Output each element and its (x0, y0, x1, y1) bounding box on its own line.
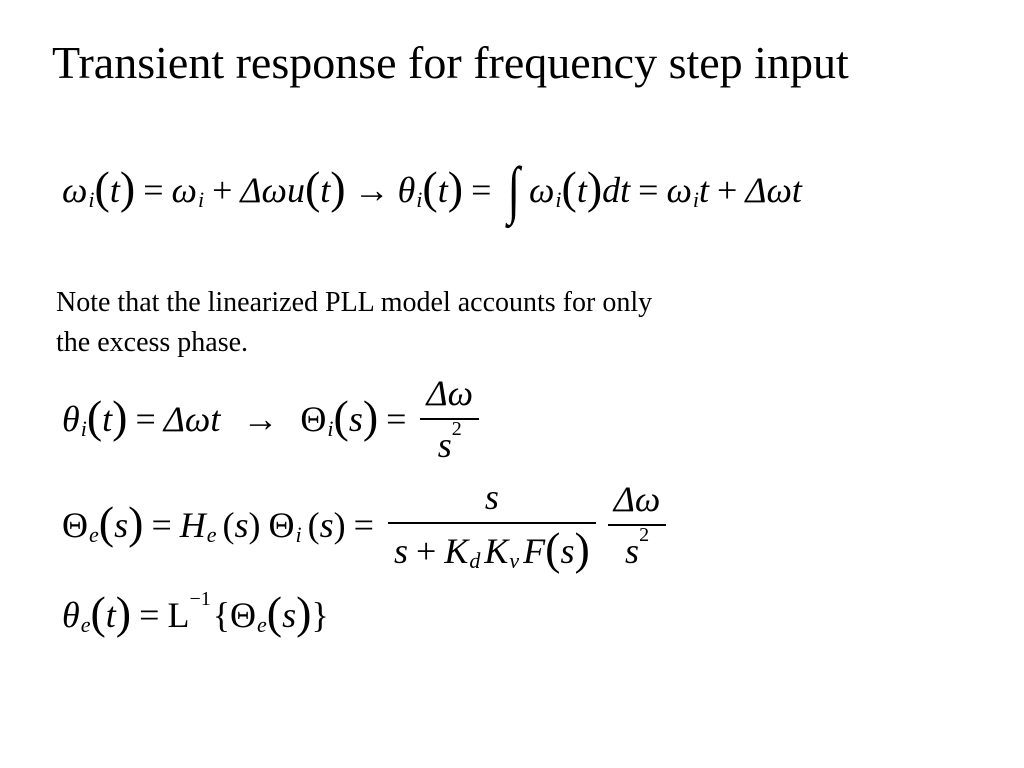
subscript-i: i (295, 522, 302, 547)
exponent-minus-1: −1 (189, 587, 211, 610)
fraction-denominator (432, 417, 468, 466)
paren-close: ) (128, 497, 144, 548)
note-line-1: Note that the linearized PLL model accounts for only (56, 287, 653, 318)
paren-close: ) (112, 391, 128, 442)
fraction-bar (420, 418, 479, 420)
equals-sign: = (638, 170, 659, 210)
Theta-symbol: Θ (268, 505, 295, 545)
var-t: t (791, 170, 802, 210)
subscript-i: i (197, 187, 205, 212)
var-s: s (114, 505, 129, 545)
equals-sign: = (471, 170, 492, 210)
subscript-i: i (88, 187, 95, 212)
equation-input-phase-laplace (62, 372, 485, 466)
var-t: t (109, 170, 120, 210)
paren-open: ( (86, 391, 103, 442)
paren-open: ( (545, 523, 561, 574)
paren-open: ( (90, 587, 106, 638)
fraction-bar (388, 522, 596, 524)
paren-open: ( (422, 162, 438, 213)
K-symbol: K (444, 531, 469, 571)
paren-open: ( (307, 505, 320, 545)
var-s: s (560, 531, 575, 571)
fraction-numerator (608, 478, 667, 520)
omega-symbol: ω (62, 170, 88, 210)
fraction-numerator (420, 372, 479, 414)
paren-close: ) (119, 162, 136, 213)
theta-symbol: θ (62, 399, 80, 439)
integral-sign: ∫ (508, 154, 521, 225)
slide-title: Transient response for frequency step input (52, 37, 849, 88)
fraction-delta-omega-over-s2 (420, 372, 479, 466)
subscript-i: i (692, 187, 700, 212)
delta-omega-t: Δωt (163, 399, 221, 439)
paren-open: ( (561, 162, 577, 213)
paren-open: ( (98, 497, 115, 548)
delta-omega: Δω (745, 170, 792, 210)
note-line-2: the excess phase. (56, 327, 249, 358)
subscript-e: e (257, 612, 267, 637)
equals-sign: = (143, 170, 164, 210)
var-s: s (319, 505, 334, 545)
note-text (56, 283, 836, 363)
brace-open: { (212, 595, 230, 635)
plus-sign: + (212, 170, 233, 210)
H-symbol: H (179, 505, 206, 545)
subscript-i: i (416, 187, 423, 212)
paren-close: ) (330, 162, 346, 213)
var-t: t (105, 595, 116, 635)
subscript-d: d (469, 548, 481, 573)
omega-symbol: ω (666, 170, 692, 210)
paren-open: ( (94, 162, 110, 213)
equals-sign: = (151, 505, 172, 545)
arrow-symbol: → (242, 399, 279, 439)
paren-open: ( (333, 391, 349, 442)
paren-open: ( (304, 162, 321, 213)
var-t: t (437, 170, 448, 210)
paren-close: ) (115, 587, 132, 638)
plus-sign: + (717, 170, 738, 210)
subscript-i: i (327, 416, 334, 441)
equation-frequency-step (62, 154, 802, 225)
var-s: s (484, 477, 499, 517)
equation-error-phase-inverse-laplace (62, 587, 329, 638)
plus-sign: + (416, 531, 437, 571)
var-t: t (699, 170, 710, 210)
equals-sign: = (135, 399, 156, 439)
var-s: s (625, 531, 640, 571)
var-s: s (393, 531, 408, 571)
subscript-e: e (206, 522, 217, 547)
var-t: t (102, 399, 113, 439)
fraction-delta-omega-over-s2 (608, 478, 667, 572)
var-s: s (234, 505, 249, 545)
subscript-e: e (80, 612, 91, 637)
exponent-2: 2 (639, 523, 650, 546)
paren-close: ) (586, 162, 603, 213)
paren-close: ) (296, 587, 312, 638)
F-symbol: F (523, 531, 546, 571)
Theta-symbol: Θ (62, 505, 88, 545)
differential-dt: dt (602, 170, 631, 210)
paren-close: ) (362, 391, 379, 442)
paren-close: ) (248, 505, 261, 545)
theta-symbol: θ (397, 170, 416, 210)
var-t: t (576, 170, 587, 210)
laplace-L-symbol: L (167, 595, 190, 635)
fraction-numerator (479, 476, 505, 518)
subscript-v: v (509, 548, 520, 573)
paren-open: ( (222, 505, 235, 545)
Theta-symbol: Θ (300, 399, 327, 439)
paren-close: ) (574, 523, 590, 574)
equals-sign: = (386, 399, 407, 439)
subscript-i: i (80, 416, 87, 441)
fraction-denominator (619, 523, 655, 572)
omega-symbol: ω (528, 170, 555, 210)
paren-open: ( (266, 587, 283, 638)
paren-close: ) (333, 505, 346, 545)
exponent-2: 2 (451, 417, 462, 440)
var-s: s (437, 425, 452, 465)
delta-omega: Δω (613, 479, 661, 519)
subscript-i: i (555, 187, 562, 212)
paren-close: ) (447, 162, 464, 213)
brace-close: } (311, 595, 329, 635)
fraction-bar (608, 524, 667, 526)
fraction-loop-transfer (388, 476, 596, 574)
delta-omega: Δω (240, 170, 287, 210)
Theta-symbol: Θ (230, 595, 256, 635)
K-symbol: K (484, 531, 509, 571)
fraction-denominator (388, 523, 596, 574)
var-t: t (320, 170, 331, 210)
omega-symbol: ω (171, 170, 197, 210)
equation-error-phase-laplace (62, 476, 672, 574)
equals-sign: = (353, 505, 374, 545)
var-s: s (348, 399, 363, 439)
unit-step-u: u (286, 170, 305, 210)
arrow-symbol: → (353, 170, 390, 210)
equals-sign: = (139, 595, 160, 635)
theta-symbol: θ (62, 595, 80, 635)
delta-omega: Δω (426, 373, 474, 413)
var-s: s (282, 595, 297, 635)
subscript-e: e (89, 522, 99, 547)
